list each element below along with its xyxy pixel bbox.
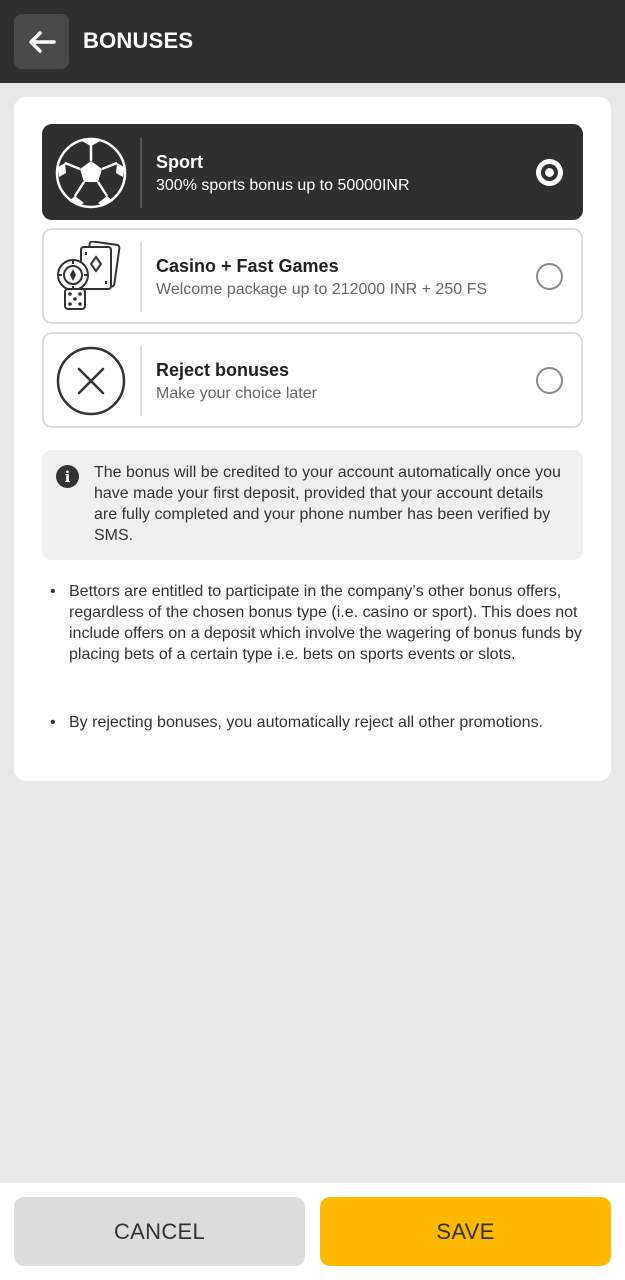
option-subtitle: Make your choice later: [156, 385, 317, 402]
bullet-dot: •: [50, 583, 56, 600]
app-header: [0, 0, 625, 83]
option-reject[interactable]: [42, 332, 583, 428]
back-button[interactable]: [14, 14, 69, 69]
bonus-card: [14, 97, 611, 781]
option-title: Reject bonuses: [156, 360, 290, 380]
cancel-button[interactable]: CANCEL: [14, 1197, 305, 1266]
reject-x-icon: [54, 344, 128, 418]
arrow-left-icon: [28, 31, 56, 53]
option-divider: [140, 346, 142, 416]
option-casino[interactable]: [42, 228, 583, 324]
option-sport[interactable]: [42, 124, 583, 220]
option-title: Casino + Fast Games: [156, 256, 339, 276]
bullet-text: Bettors are entitled to participate in the company’s other bonus offers, regardless of the chosen bonus type (i.e. casino or sport). This does not include offers on a deposit which involve the wagering of bonus funds by placing bets of a certain type i.e. bets on sports events or slots.: [69, 583, 582, 663]
info-icon: i: [56, 465, 79, 488]
soccer-ball-icon: [54, 136, 128, 210]
save-button[interactable]: SAVE: [320, 1197, 611, 1266]
radio-sport[interactable]: [536, 159, 563, 186]
footer-bar: [0, 1183, 625, 1280]
option-subtitle: Welcome package up to 212000 INR + 250 FS: [156, 281, 488, 298]
option-subtitle: 300% sports bonus up to 50000INR: [156, 177, 410, 194]
radio-reject[interactable]: [536, 367, 563, 394]
bullet-text: By rejecting bonuses, you automatically reject all other promotions.: [69, 714, 544, 731]
bullet-dot: •: [50, 714, 56, 731]
info-text: The bonus will be credited to your account automatically once you have made your first deposit, provided that your account details are fully completed and your phone number has been verified by SMS.: [94, 464, 561, 544]
casino-cards-dice-icon: [54, 240, 128, 314]
page-title: BONUSES: [83, 28, 194, 53]
option-divider: [140, 138, 142, 208]
radio-casino[interactable]: [536, 263, 563, 290]
option-divider: [140, 242, 142, 312]
info-notice: [42, 450, 583, 560]
option-title: Sport: [156, 152, 203, 172]
